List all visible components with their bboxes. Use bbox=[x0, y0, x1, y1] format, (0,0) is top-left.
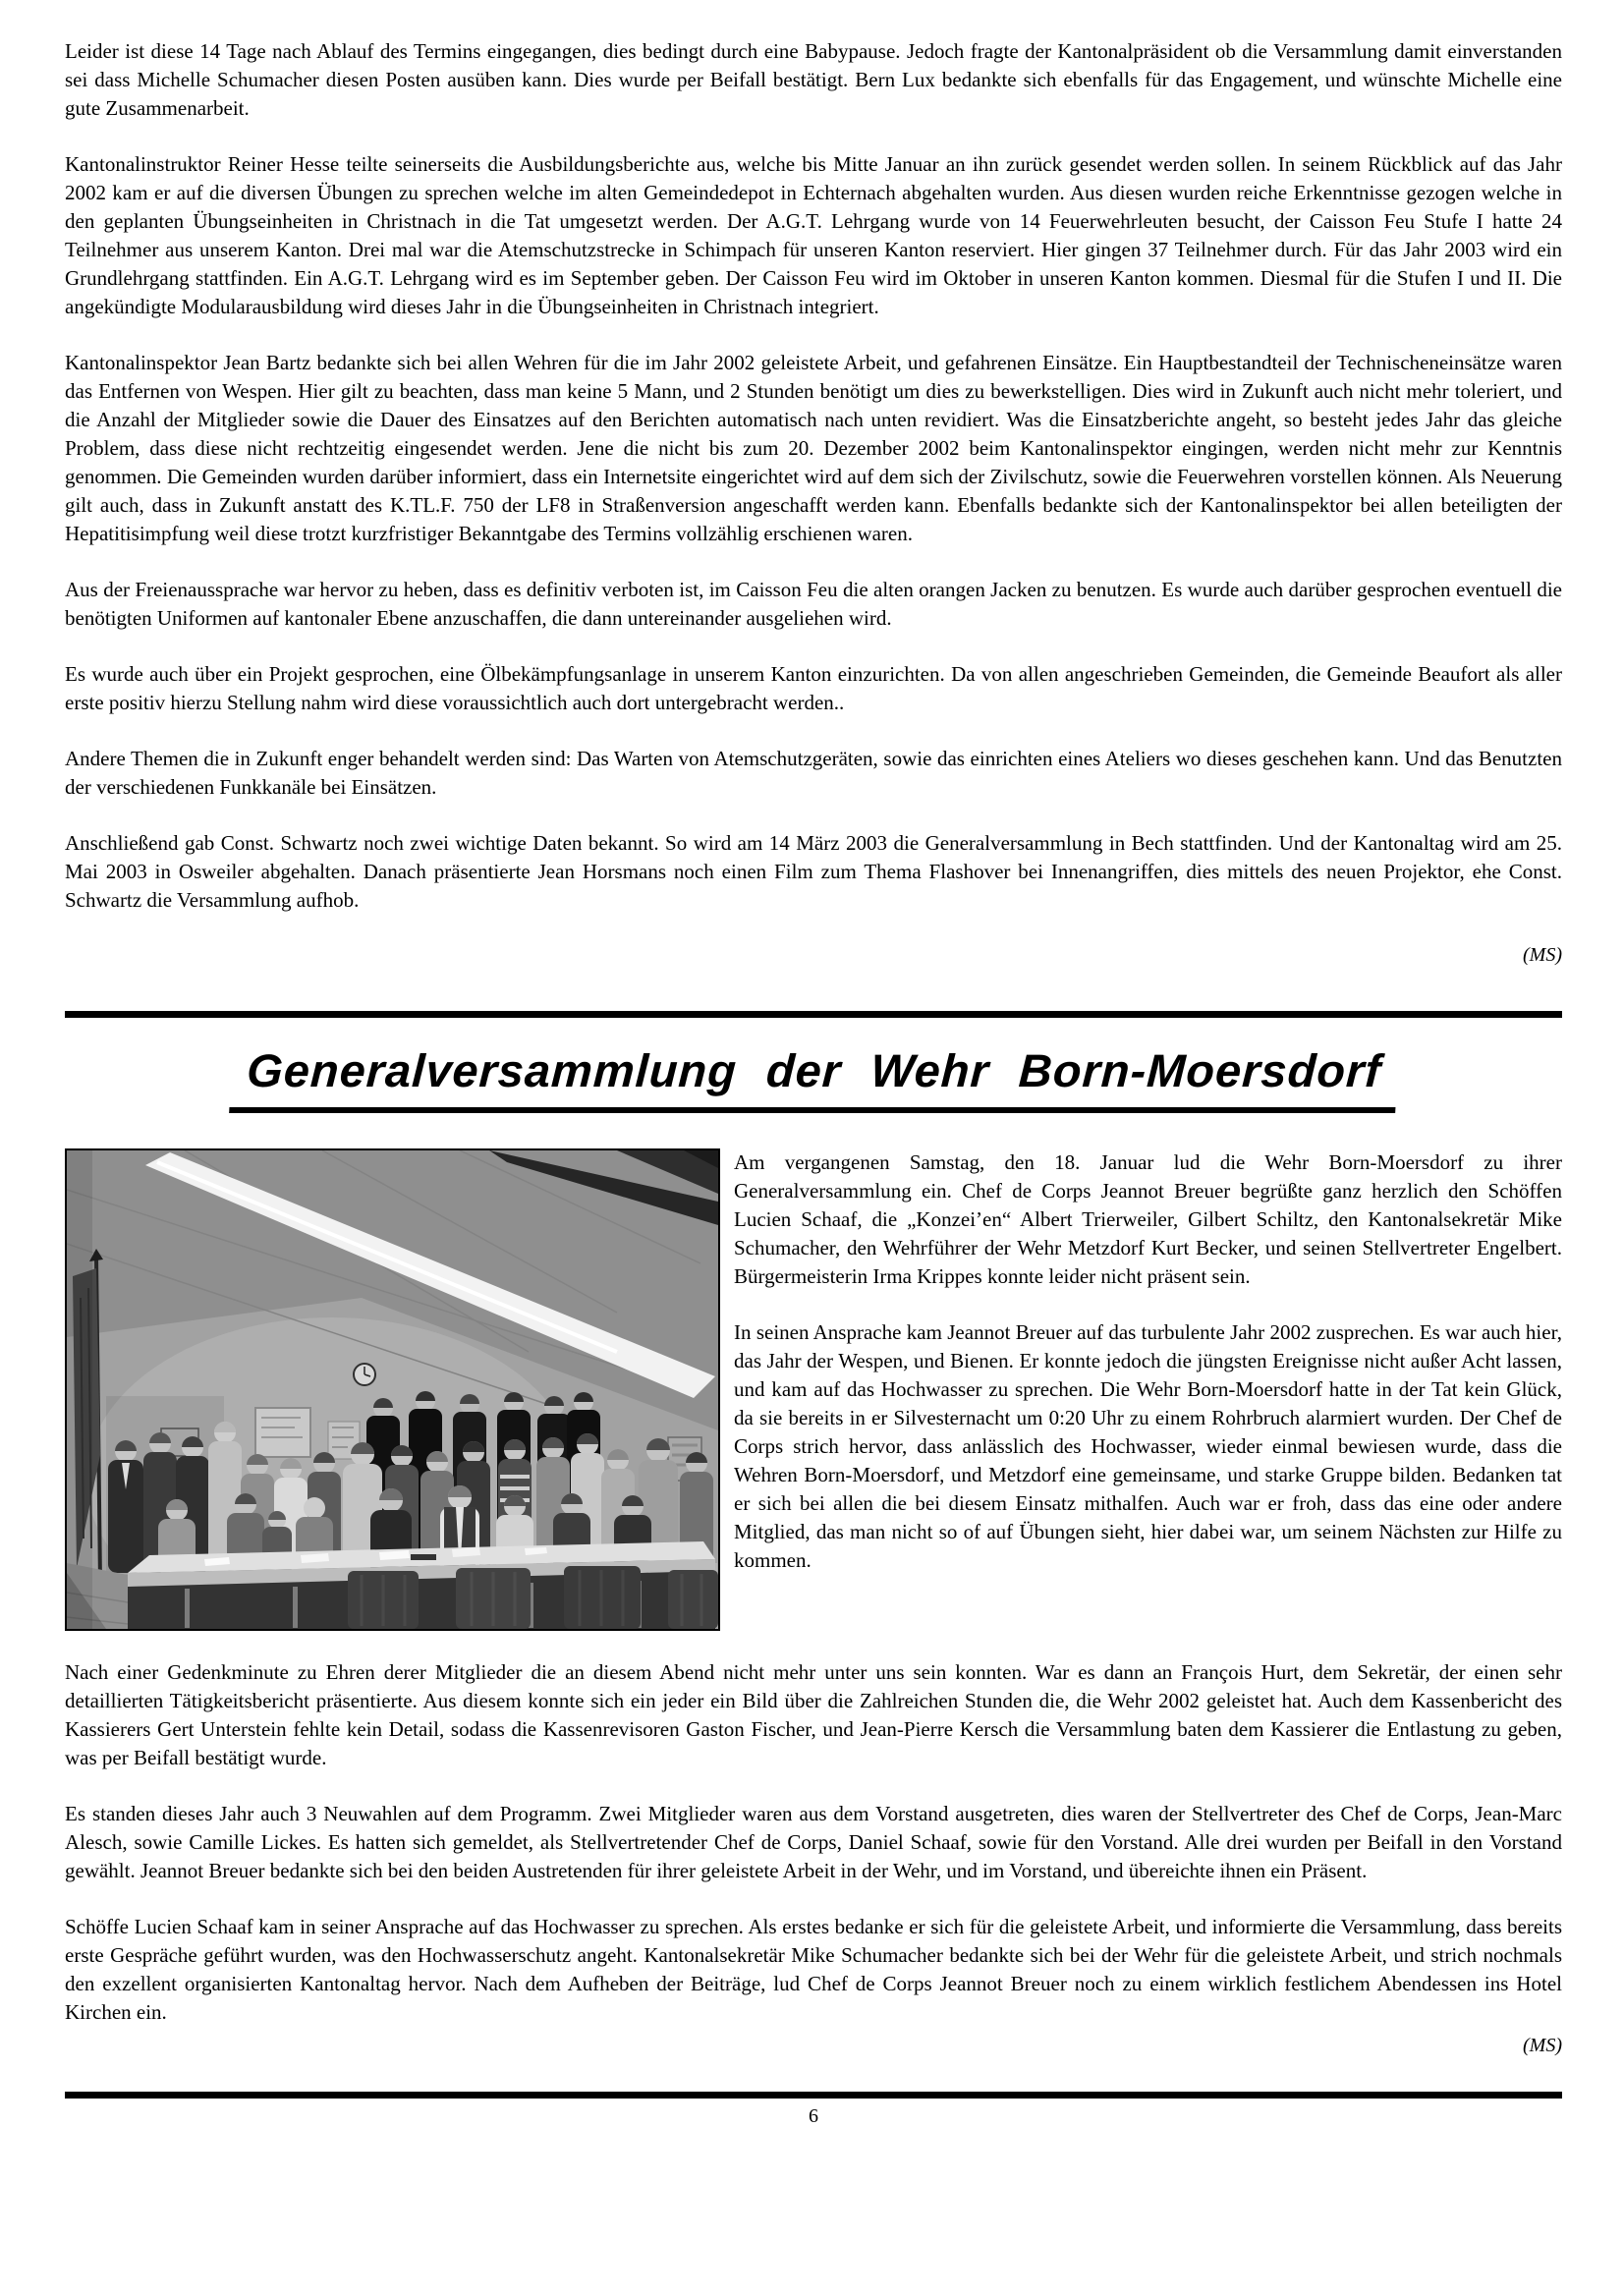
paragraph: Aus der Freienaussprache war hervor zu heben, dass es definitiv verboten ist, im Caisson Feu die alten orangen Jacken zu benutzen. Es wurde auch darüber gesprochen eventuell die benötigten Uniformen auf kantonaler Ebene anzuschaffen, die dann untereinander ausgeliehen wird. bbox=[65, 578, 1562, 630]
article-kantonal-report bbox=[65, 37, 1562, 968]
article-title bbox=[65, 1043, 1562, 1113]
paragraph: Am vergangenen Samstag, den 18. Januar lud die Wehr Born-Moersdorf zu ihrer Generalversammlung ein. Chef de Corps Jeannot Breuer begrüßte ganz herzlich den Schöffen Lucien Schaaf, die „Konzei’en“ Albert Trierweiler, Gilbert Schiltz, den Kantonalsekretär Mike Schumacher, den Wehrführer der Wehr Metzdorf Kurt Becker, und seinen Stellvertreter Engelbert. Bürgermeisterin Irma Krippes konnte leider nicht präsent sein. bbox=[734, 1150, 1562, 1288]
paragraph: Andere Themen die in Zukunft enger behandelt werden sind: Das Warten von Atemschutzgeräten, sowie das einrichten eines Ateliers wo dieses geschehen kann. Und das Benutzten der verschiedenen Funkkanäle bei Einsätzen. bbox=[65, 747, 1562, 799]
meeting-photo-image bbox=[67, 1150, 718, 1629]
paragraph: In seinen Ansprache kam Jeannot Breuer auf das turbulente Jahr 2002 zusprechen. Es war auch hier, das Jahr der Wespen, und Bienen. Er konnte jedoch die jüngsten Ereignisse nicht außer Acht lassen, und kam auf das Hochwasser zu sprechen. Die Wehr Born-Moersdorf hatte in der Tat kein Glück, da sie bereits in er Silvesternacht um 0:20 Uhr zu einem Rohrbruch alarmiert wurden. Der Chef de Corps strich hervor, dass anlässlich des Hochwasser, wieder einmal bewiesen wurde, dass die Wehren Born-Moersdorf, und Metzdorf eine gemeinsame, und starke Gruppe bilden. Bedanken tat er sich bei allen die bei diesem Einsatz mithalfen. Auch war er froh, dass das eine oder andere Mitglied, das man nicht so of auf Übungen sieht, hier dabei war, um seinem Nächsten zur Hilfe zu kommen. bbox=[734, 1320, 1562, 1572]
photo-side-text bbox=[734, 1148, 1562, 1575]
article-title-text: Generalversammlung der Wehr Born-Moersdorf bbox=[229, 1043, 1398, 1113]
paragraph: Anschließend gab Const. Schwartz noch zwei wichtige Daten bekannt. So wird am 14 März 2003 die Generalversammlung in Bech stattfinden. Und der Kantonaltag wird am 25. Mai 2003 in Osweiler abgehalten. Danach präsentierte Jean Horsmans noch einen Film zum Thema Flashover bei Innenangriffen, dies mittels des neuen Projektor, ehe Const. Schwartz die Versammlung aufhob. bbox=[65, 831, 1562, 912]
page-footer bbox=[65, 2092, 1562, 2129]
paragraph: Nach einer Gedenkminute zu Ehren derer Mitglieder die an diesem Abend nicht mehr unter uns sein konnten. War es dann an François Hurt, dem Sekretär, der einen sehr detaillierten Tätigkeitsbericht präsentierte. Aus diesem konnte sich ein jeder ein Bild über die Zahlreichen Stunden die, die Wehr 2002 geleistet hat. Auch dem Kassenbericht des Kassierers Gert Unterstein fehlte kein Detail, sodass die Kassenrevisoren Gaston Fischer, und Jean-Pierre Kersch die Versammlung baten dem Kassierer die Entlastung zu geben, was per Beifall bestätigt wurde. bbox=[65, 1660, 1562, 1769]
photo-and-text-row bbox=[65, 1148, 1562, 1631]
section-divider bbox=[65, 1011, 1562, 1018]
paragraph: Leider ist diese 14 Tage nach Ablauf des Termins eingegangen, dies bedingt durch eine Babypause. Jedoch fragte der Kantonalpräsident ob die Versammlung damit einverstanden sei dass Michelle Schumacher diesen Posten ausüben kann. Dies wurde per Beifall bestätigt. Bern Lux bedankte sich ebenfalls für das Engagement, und wünschte Michelle eine gute Zusammenarbeit. bbox=[65, 39, 1562, 120]
page-number: 6 bbox=[809, 2105, 818, 2127]
paragraph: Kantonalinstruktor Reiner Hesse teilte seinerseits die Ausbildungsberichte aus, welche bis Mitte Januar an ihn zurück gesendet werden sollen. In seinem Rückblick auf das Jahr 2002 kam er auf die diversen Übungen zu sprechen welche im alten Gemeindedepot in Echternach abgehalten wurden. Aus diesen wurden reiche Erkenntnisse gezogen welche in den geplanten Übungseinheiten in Christnach in die Tat umgesetzt werden. Der A.G.T. Lehrgang wurde von 14 Feuerwehrleuten besucht, der Caisson Feu Stufe I hatte 24 Teilnehmer aus unserem Kanton. Drei mal war die Atemschutzstrecke in Schimpach für unseren Kanton reserviert. Hier gingen 37 Teilnehmer durch. Für das Jahr 2003 wird ein Grundlehrgang stattfinden. Ein A.G.T. Lehrgang wird es im September geben. Der Caisson Feu wird im Oktober in unseren Kanton kommen. Diesmal für die Stufen I und II. Die angekündigte Modularausbildung wird dieses Jahr in die Übungseinheiten in Christnach integriert. bbox=[65, 152, 1562, 318]
paragraph: Es standen dieses Jahr auch 3 Neuwahlen auf dem Programm. Zwei Mitglieder waren aus dem Vorstand ausgetreten, dies waren der Stellvertreter des Chef de Corps, Jean-Marc Alesch, sowie Camille Lickes. Es hatten sich gemeldet, als Stellvertretender Chef de Corps, Daniel Schaaf, sowie für den Vorstand. Alle drei wurden per Beifall in den Vorstand gewählt. Jeannot Breuer bedankte sich bei den beiden Austretenden für ihrer geleistete Arbeit in der Wehr, und im Vorstand, und übereichte ihnen ein Präsent. bbox=[65, 1802, 1562, 1882]
paragraph: Schöffe Lucien Schaaf kam in seiner Ansprache auf das Hochwasser zu sprechen. Als erstes bedanke er sich für die geleistete Arbeit, und informierte die Versammlung, dass bereits erste Gespräche geführt wurden, was den Hochwasserschutz angeht. Kantonalsekretär Mike Schumacher bedankte sich bei der Wehr für die geleistete Arbeit, und strich nochmals den exzellent organisierten Kantonaltag hervor. Nach dem Aufheben der Beiträge, lud Chef de Corps Jeannot Breuer noch zu einem wirklich festlichem Abendessen ins Hotel Kirchen ein. bbox=[65, 1915, 1562, 2024]
paragraph: Es wurde auch über ein Projekt gesprochen, eine Ölbekämpfungsanlage in unserem Kanton einzurichten. Da von allen angeschrieben Gemeinden, die Gemeinde Beaufort als aller erste positiv hierzu Stellung nahm wird diese voraussichtlich auch dort untergebracht werden.. bbox=[65, 662, 1562, 714]
paragraph: Kantonalinspektor Jean Bartz bedankte sich bei allen Wehren für die im Jahr 2002 geleistete Arbeit, und gefahrenen Einsätze. Ein Hauptbestandteil der Technischeneinsätze waren das Entfernen von Wespen. Hier gilt zu beachten, dass man keine 5 Mann, und 2 Stunden benötigt um dies zu bewerkstelligen. Dies wird in Zukunft auch nicht mehr toleriert, und die Anzahl der Mitglieder sowie die Dauer des Einsatzes auf den Berichten automatisch nach unten revidiert. Was die Einsatzberichte angeht, so besteht jedes Jahr das gleiche Problem, dass diese nicht rechtzeitig eingesendet werden. Jene die nicht bis zum 20. Dezember 2002 beim Kantonalinspektor eingingen, werden nicht mehr zur Kenntnis genommen. Die Gemeinden wurden darüber informiert, dass ein Internetsite eingerichtet wird auf dem sich der Zivilschutz, sowie die Feuerwehren vorstellen können. Als Neuerung gilt auch, dass in Zukunft anstatt des K.TL.F. 750 der LF8 in Straßenversion angeschafft werden kann. Ebenfalls bedankte sich der Kantonalinspektor bei allen beteiligten der Hepatitisimpfung weil diese trotzt kurzfristiger Bekanntgabe des Termins vollzählig erschienen waren. bbox=[65, 351, 1562, 545]
footer-divider bbox=[65, 2092, 1562, 2099]
author-initials: (MS) bbox=[1523, 2035, 1562, 2056]
article-born-moersdorf bbox=[65, 1043, 1562, 2058]
author-initials: (MS) bbox=[1523, 944, 1562, 966]
meeting-photo bbox=[65, 1148, 720, 1631]
